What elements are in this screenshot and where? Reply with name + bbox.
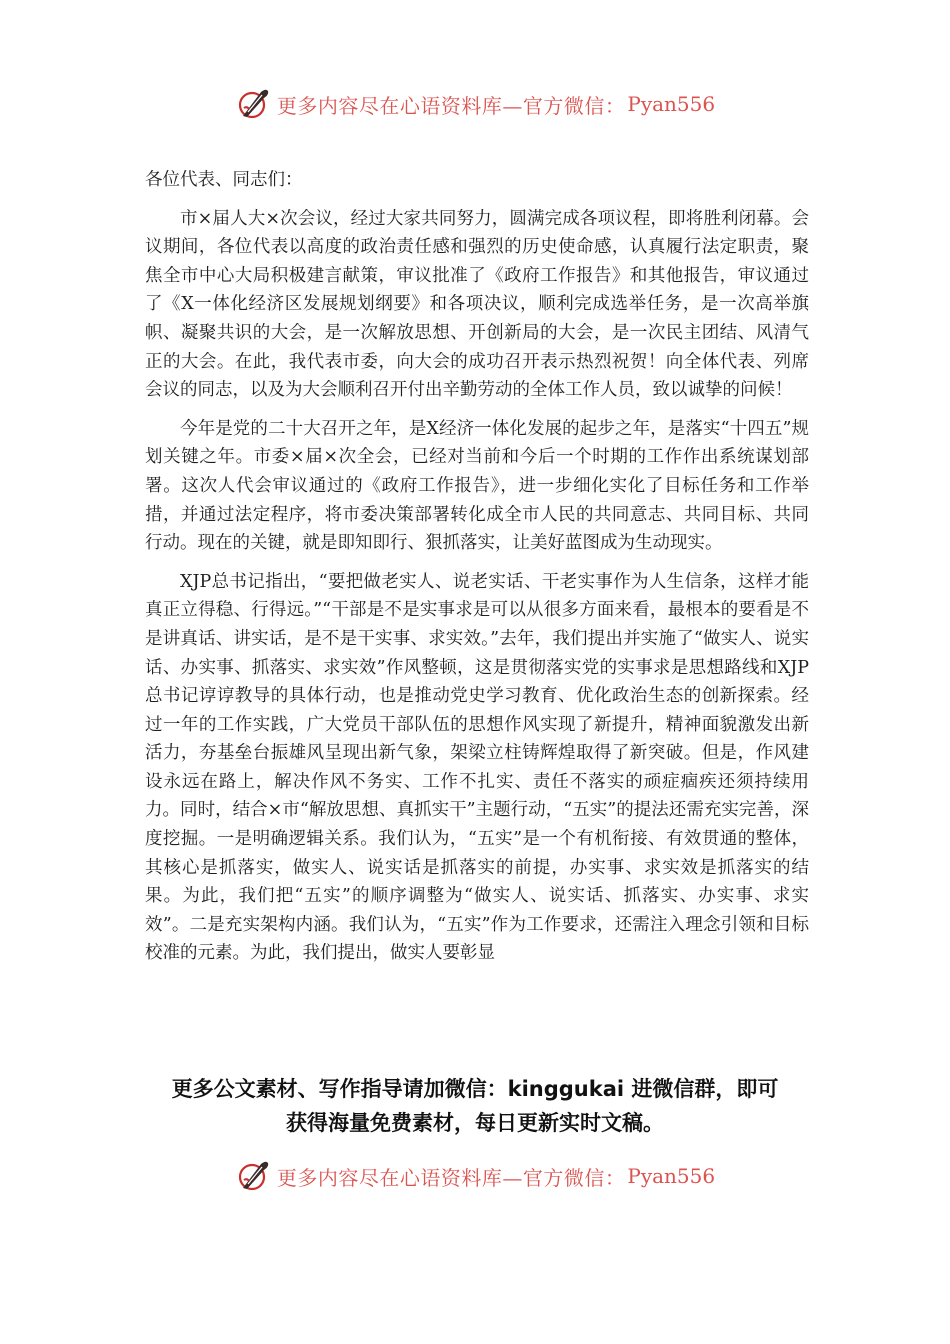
feather-pen-icon <box>235 86 271 122</box>
header-watermark-wechat-id: Pyan556 <box>627 92 716 116</box>
footer-watermark-content <box>235 1158 715 1194</box>
header-watermark-content <box>235 86 715 122</box>
document-body <box>145 166 809 978</box>
paragraph-3: XJP总书记指出，“要把做老实人、说老实话、干老实事作为人生信条，这样才能真正立得稳、行得远。”“干部是不是实事求是可以从很多方面来看，最根本的要看是不是讲真话、讲实话，是不是干实事、求实效。”去年，我们提出并实施了“做实人、说实话、办实事、抓落实、求实效”作风整顿，这是贯彻落实党的实事求是思想路线和XJP总书记谆谆教导的具体行动，也是推动党史学习教育、优化政治生态的创新探索。经过一年的工作实践，广大党员干部队伍的思想作风实现了新提升，精神面貌激发出新活力，夯基垒台振雄风呈现出新气象，架梁立柱铸辉煌取得了新突破。但是，作风建设永远在路上，解决作风不务实、工作不扎实、责任不落实的顽症痼疾还须持续用力。同时，结合×市“解放思想、真抓实干”主题行动，“五实”的提法还需充实完善，深度挖掘。一是明确逻辑关系。我们认为，“五实”是一个有机衔接、有效贯通的整体，其核心是抓落实，做实人、说实话是抓落实的前提，办实事、求实效是抓落实的结果。为此，我们把“五实”的顺序调整为“做实人、说实话、抓落实、办实事、求实效”。二是充实架构内涵。我们认为，“五实”作为工作要求，还需注入理念引领和目标校准的元素。为此，我们提出，做实人要彰显 <box>145 571 809 964</box>
promo-line-2: 获得海量免费素材，每日更新实时文稿。 <box>286 1111 664 1135</box>
promo-notice <box>120 1072 830 1140</box>
paragraph-2: 今年是党的二十大召开之年，是X经济一体化发展的起步之年，是落实“十四五”规划关键之年。市委×届×次全会，已经对当前和今后一个时期的工作作出系统谋划部署。这次人代会审议通过的《政府工作报告》，进一步细化实化了目标任务和工作举措，并通过法定程序，将市委决策部署转化成全市人民的共同意志、共同目标、共同行动。现在的关键，就是即知即行、狠抓落实，让美好蓝图成为生动现实。 <box>145 418 809 554</box>
header-watermark-banner <box>0 84 950 124</box>
feather-pen-icon <box>235 1158 271 1194</box>
salutation: 各位代表、同志们： <box>145 170 303 190</box>
footer-watermark-banner <box>0 1156 950 1196</box>
promo-line-1: 更多公文素材、写作指导请加微信：kinggukai 进微信群，即可 <box>171 1077 779 1101</box>
footer-watermark-text: 更多内容尽在心语资料库—官方微信： <box>276 1165 626 1190</box>
paragraph-1: 市×届人大×次会议，经过大家共同努力，圆满完成各项议程，即将胜利闭幕。会议期间，各位代表以高度的政治责任感和强烈的历史使命感，认真履行法定职责，聚焦全市中心大局积极建言献策，审议批准了《政府工作报告》和其他报告，审议通过了《X一体化经济区发展规划纲要》和各项决议，顺利完成选举任务，是一次高举旗帜、凝聚共识的大会，是一次解放思想、开创新局的大会，是一次民主团结、风清气正的大会。在此，我代表市委，向大会的成功召开表示热烈祝贺！向全体代表、列席会议的同志，以及为大会顺利召开付出辛勤劳动的全体工作人员，致以诚挚的问候！ <box>145 208 809 401</box>
footer-watermark-wechat-id: Pyan556 <box>627 1164 716 1188</box>
header-watermark-text: 更多内容尽在心语资料库—官方微信： <box>276 93 626 118</box>
